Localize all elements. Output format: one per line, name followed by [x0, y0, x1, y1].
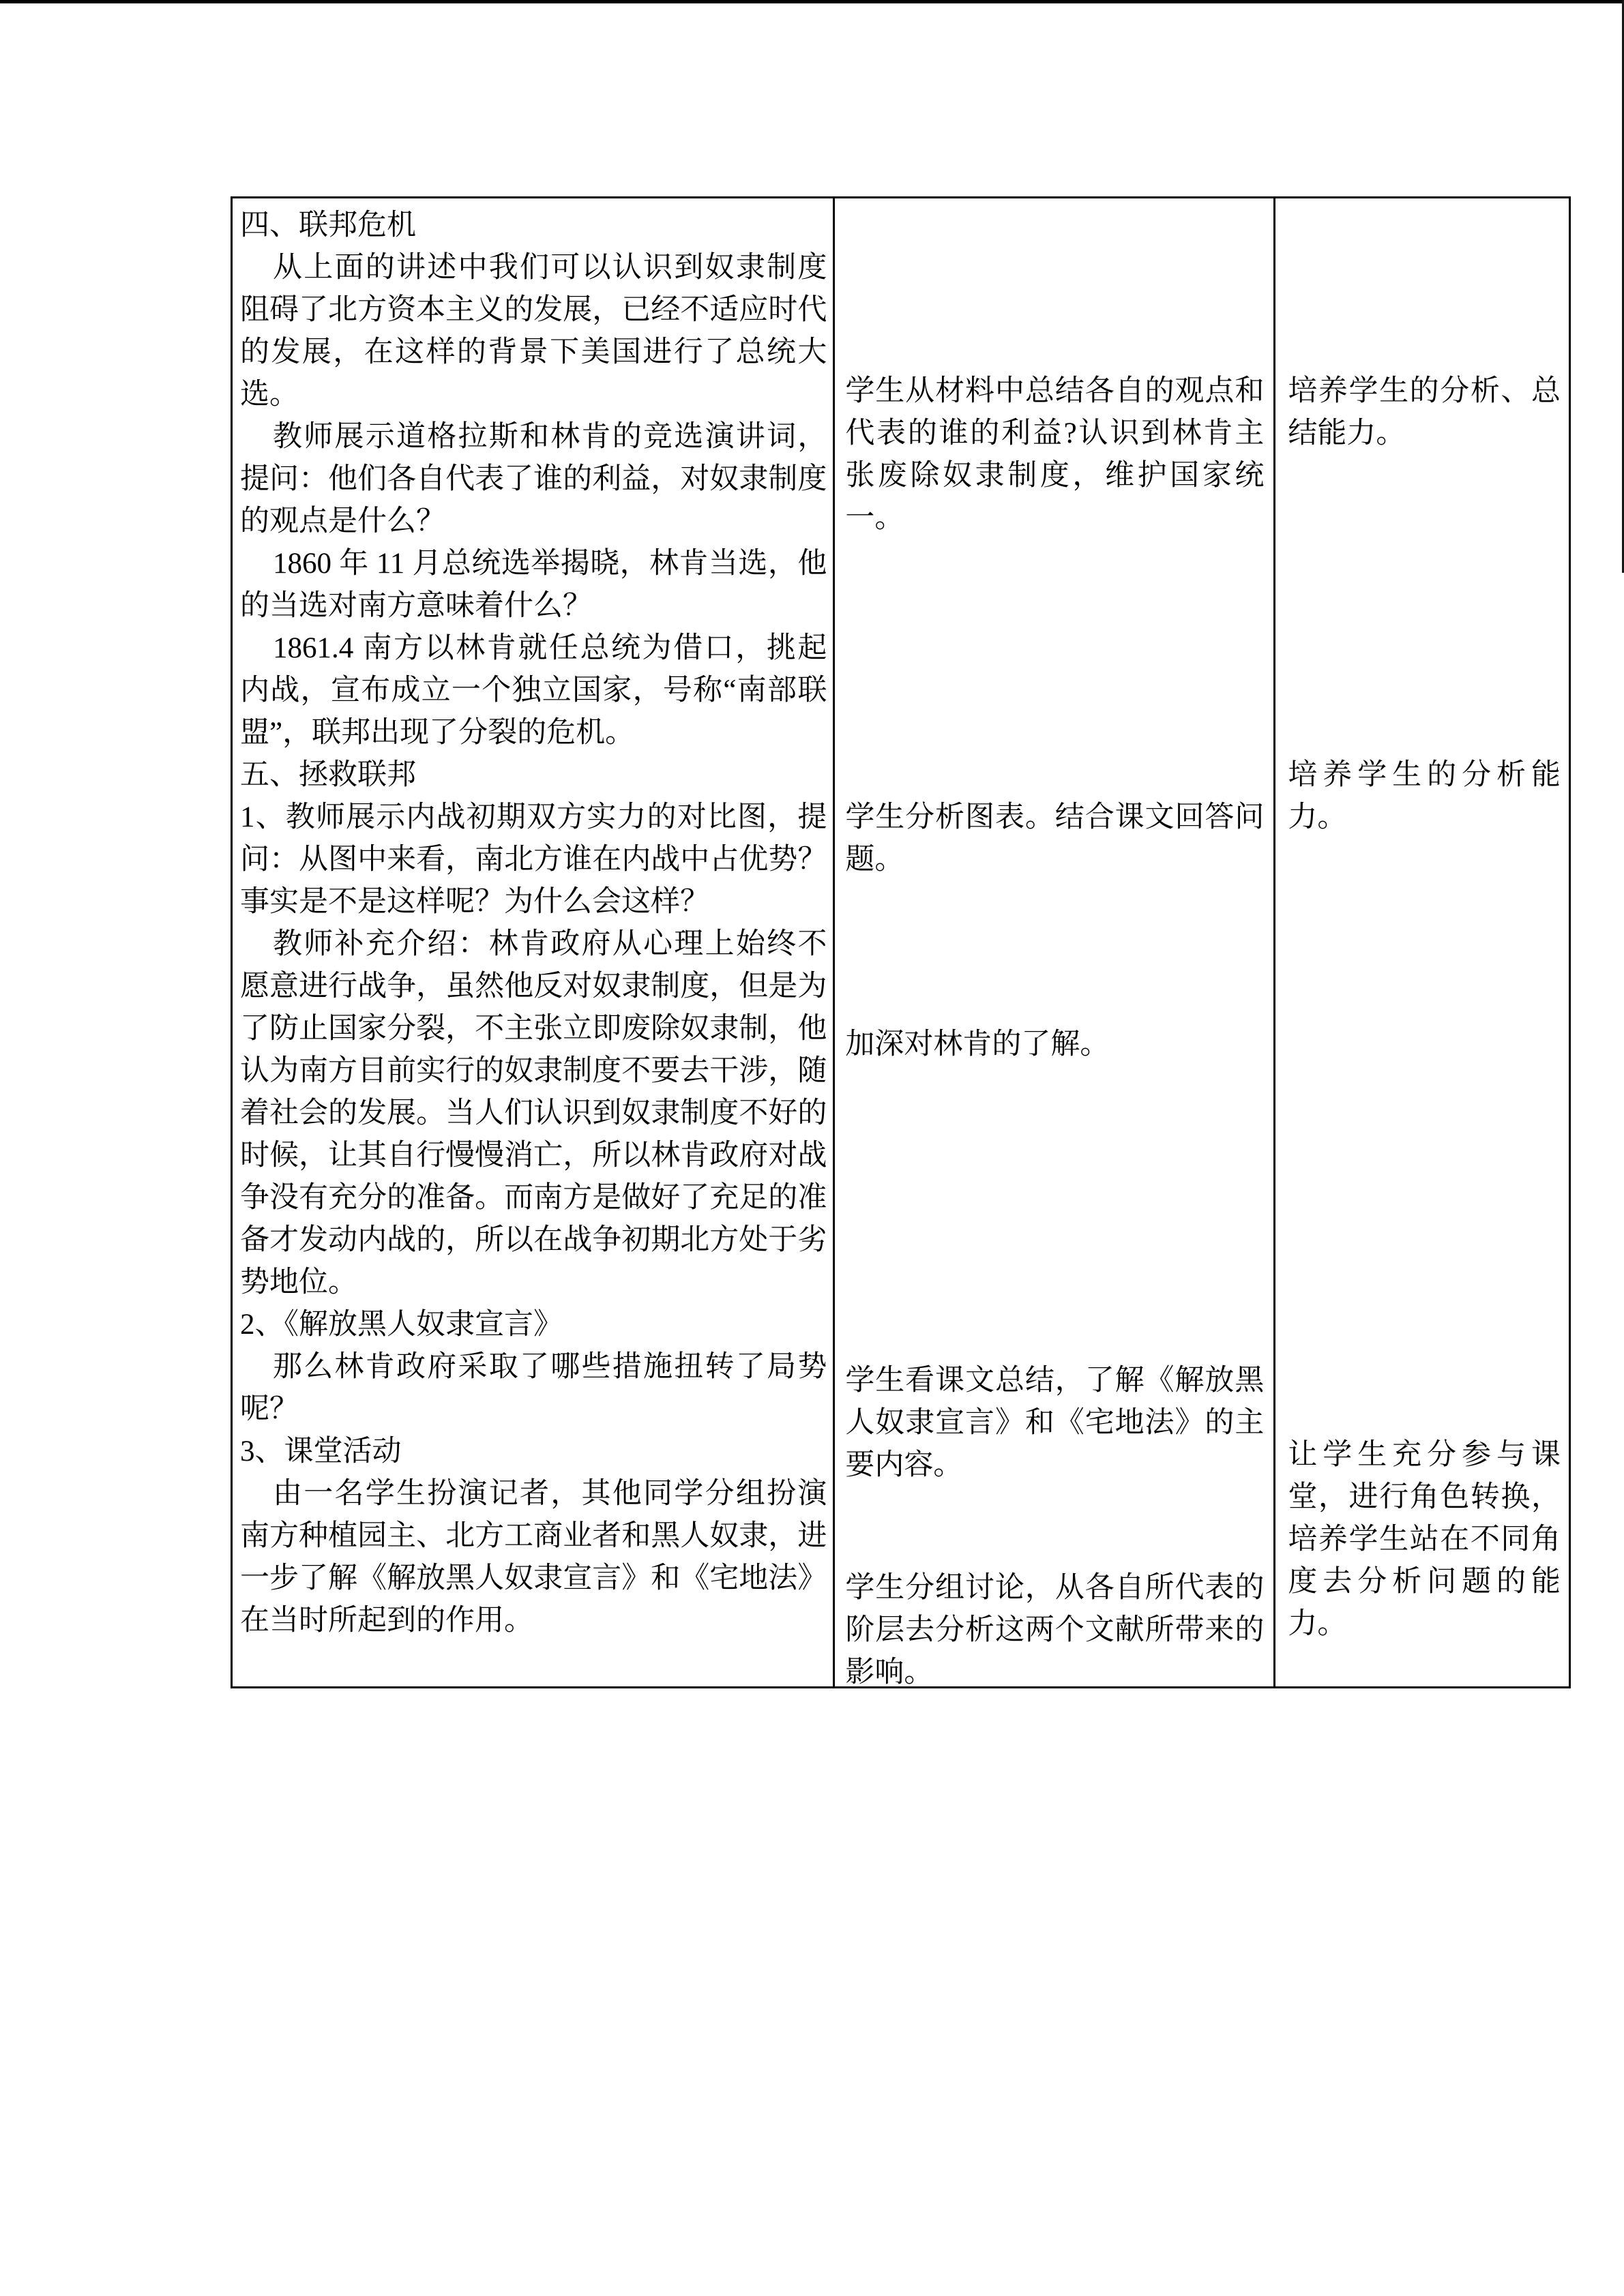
section-heading-save-union: 五、拯救联邦: [240, 759, 416, 791]
section-heading-federal-crisis: 四、联邦危机: [240, 209, 416, 241]
paragraph-background: 从上面的讲述中我们可以认识到奴隶制度阻碍了北方资本主义的发展，已经不适应时代的发展，在这样的背景下美国进行了总统大选。: [240, 252, 827, 411]
student-activity-column: [835, 198, 1275, 1686]
page-top-edge-bar: [0, 0, 1624, 3]
intent-participation-roleswitch: 让学生充分参与课堂，进行角色转换，培养学生站在不同角度去分析问题的能力。: [1288, 1439, 1561, 1640]
student-activity-know-lincoln: 加深对林肯的了解。: [845, 1028, 1110, 1060]
paragraph-election-1860: 1860 年 11 月总统选举揭晓，林肯当选，他的当选对南方意味着什么？: [240, 548, 827, 622]
intent-analysis-skill: 培养学生的分析能力。: [1288, 759, 1561, 833]
teacher-activity-column: [233, 198, 835, 1686]
section-heading-class-activity: 3、课堂活动: [240, 1435, 402, 1467]
lesson-plan-table: [231, 196, 1571, 1688]
paragraph-strength-comparison: 1、教师展示内战初期双方实力的对比图，提问：从图中来看，南北方谁在内战中占优势？事实是不是这样呢？为什么会这样？: [240, 801, 827, 918]
paragraph-speeches-question: 教师展示道格拉斯和林肯的竞选演讲词，提问：他们各自代表了谁的利益，对奴隶制度的观点是什么？: [240, 421, 827, 537]
paragraph-roleplay-activity: 由一名学生扮演记者，其他同学分组扮演南方种植园主、北方工商业者和黑人奴隶，进一步了解《解放黑人奴隶宣言》和《宅地法》在当时所起到的作用。: [240, 1478, 827, 1637]
paragraph-lincoln-attitude: 教师补充介绍：林肯政府从心理上始终不愿意进行战争，虽然他反对奴隶制度，但是为了防止国家分裂，不主张立即废除奴隶制，他认为南方目前实行的奴隶制度不要去干涉，随着社会的发展。当人们认识到奴隶制度不好的时候，让其自行慢慢消亡，所以林肯政府对战争没有充分的准备。而南方是做好了充足的准备才发动内战的，所以在战争初期北方处于劣势地位。: [240, 928, 827, 1298]
student-activity-summarize-views: 学生从材料中总结各自的观点和代表的谁的利益?认识到林肯主张废除奴隶制度，维护国家统一。: [845, 375, 1265, 534]
design-intent-column: [1275, 198, 1569, 1686]
intent-analysis-summary-skill: 培养学生的分析、总结能力。: [1288, 375, 1561, 449]
student-activity-group-discussion: 学生分组讨论，从各自所代表的阶层去分析这两个文献所带来的影响。: [845, 1572, 1265, 1688]
paragraph-secession-1861: 1861.4 南方以林肯就任总统为借口，挑起内战，宣布成立一个独立国家，号称“南部联盟”，联邦出现了分裂的危机。: [240, 632, 827, 749]
paragraph-measures-question: 那么林肯政府采取了哪些措施扭转了局势呢？: [240, 1351, 827, 1425]
student-activity-analyze-chart: 学生分析图表。结合课文回答问题。: [845, 801, 1265, 876]
student-activity-read-text: 学生看课文总结，了解《解放黑人奴隶宣言》和《宅地法》的主要内容。: [845, 1365, 1265, 1481]
section-heading-emancipation: 2、《解放黑人奴隶宣言》: [240, 1309, 563, 1341]
